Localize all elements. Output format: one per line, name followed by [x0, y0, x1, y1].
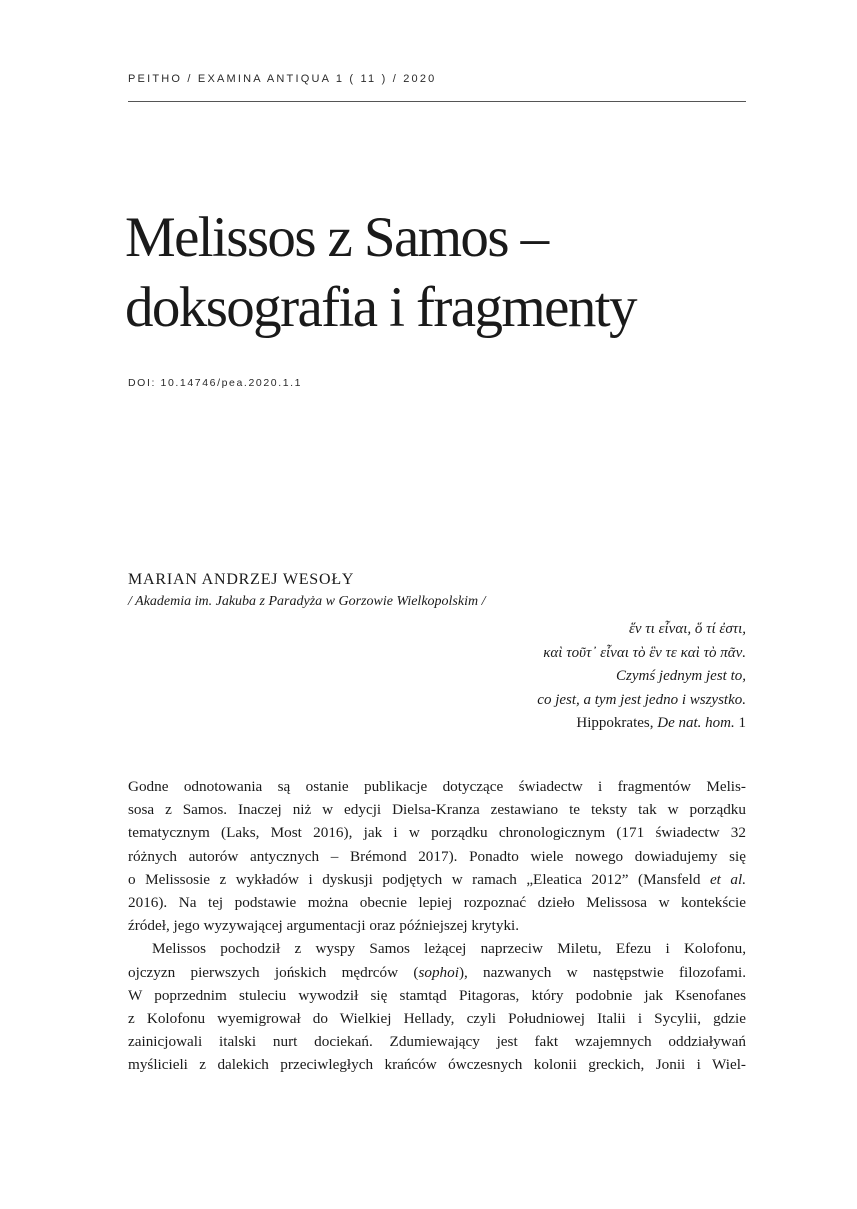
p2-line-5: zainicjowali italski nurt dociekań. Zdumiewający jest fakt wzajemnych oddziaływań: [128, 1033, 746, 1051]
p1-line-5-text: o Melissosie z wykładów i dyskusji podjętych w ramach „Eleatica 2012” (Mansfeld: [128, 870, 710, 888]
p1-line-2: sosa z Samos. Inaczej niż w edycji Dielsa-Kranza zestawiano te teksty tak w porządku: [128, 801, 746, 819]
p2-line-6: myślicieli z dalekich przeciwległych krańców ówczesnych kolonii greckich, Jonii i Wiel-: [128, 1056, 746, 1074]
p1-line-5: [128, 868, 746, 891]
doi: DOI: 10.14746/pea.2020.1.1: [128, 377, 303, 389]
p1-line-1: Godne odnotowania są ostanie publikacje dotyczące świadectw i fragmentów Melis-: [128, 778, 746, 795]
header-rule: [128, 101, 746, 102]
title-line-2: doksografia i fragmenty: [125, 276, 636, 339]
epigraph-source-title: De nat. hom.: [657, 715, 735, 731]
p1-line-4: różnych autorów antycznych – Brémond 2017). Ponadto wiele nowego dowiadujemy się: [128, 847, 746, 865]
p1-line-6: 2016). Na tej podstawie można obecnie lepiej rozpoznać dzieło Melissosa w kontekście: [128, 893, 746, 911]
epigraph-polish-line-1: Czymś jednym jest to,: [616, 668, 746, 684]
epigraph: [326, 618, 746, 736]
p2-line-2: [128, 961, 746, 984]
author-affiliation: / Akademia im. Jakuba z Paradyża w Gorzowie Wielkopolskim /: [128, 594, 486, 609]
p2-line-1: Melissos pochodził z wyspy Samos leżącej naprzeciw Miletu, Efezu i Kolofonu,: [152, 940, 746, 958]
p1-line-7: źródeł, jego wyzywającej argumentacji oraz późniejszej krytyki.: [128, 917, 520, 935]
journal-header: PEITHO / EXAMINA ANTIQUA 1 ( 11 ) / 2020: [128, 73, 437, 85]
article-body: [128, 775, 746, 1076]
p2-line-2-text-a: ojczyzn pierwszych jońskich mędrców (: [128, 963, 419, 981]
p2-line-2-italic: sophoi: [418, 963, 459, 981]
epigraph-greek-line-1: ἕν τι εἶναι, ὅ τί ἐστι,: [628, 621, 746, 637]
epigraph-source-ref: 1: [734, 715, 746, 731]
p1-line-5-italic: et al.: [709, 870, 746, 888]
p2-line-2-text-b: ), nazwanych w następstwie filozofami.: [458, 963, 747, 981]
epigraph-source: [326, 712, 746, 736]
epigraph-polish-line-2: co jest, a tym jest jedno i wszystko.: [537, 691, 746, 708]
p1-line-3: tematycznym (Laks, Most 2016), jak i w porządku chronologicznym (171 świadectw 32: [128, 824, 746, 842]
epigraph-source-author: Hippokrates,: [576, 715, 658, 731]
epigraph-greek-line-2: καὶ τοῦτ᾽ εἶναι τὸ ἓν τε καὶ τὸ πᾶν.: [543, 644, 746, 661]
p2-line-4: z Kolofonu wyemigrował do Wielkiej Hellady, czyli Południowej Italii i Sycylii, gdzie: [128, 1009, 746, 1027]
author-name: MARIAN ANDRZEJ WESOŁY: [128, 571, 355, 588]
article-title: [125, 203, 636, 343]
p2-line-3: W poprzednim stuleciu wywodził się stamtąd Pitagoras, który podobnie jak Ksenofanes: [128, 986, 746, 1004]
title-line-1: Melissos z Samos –: [125, 206, 548, 269]
